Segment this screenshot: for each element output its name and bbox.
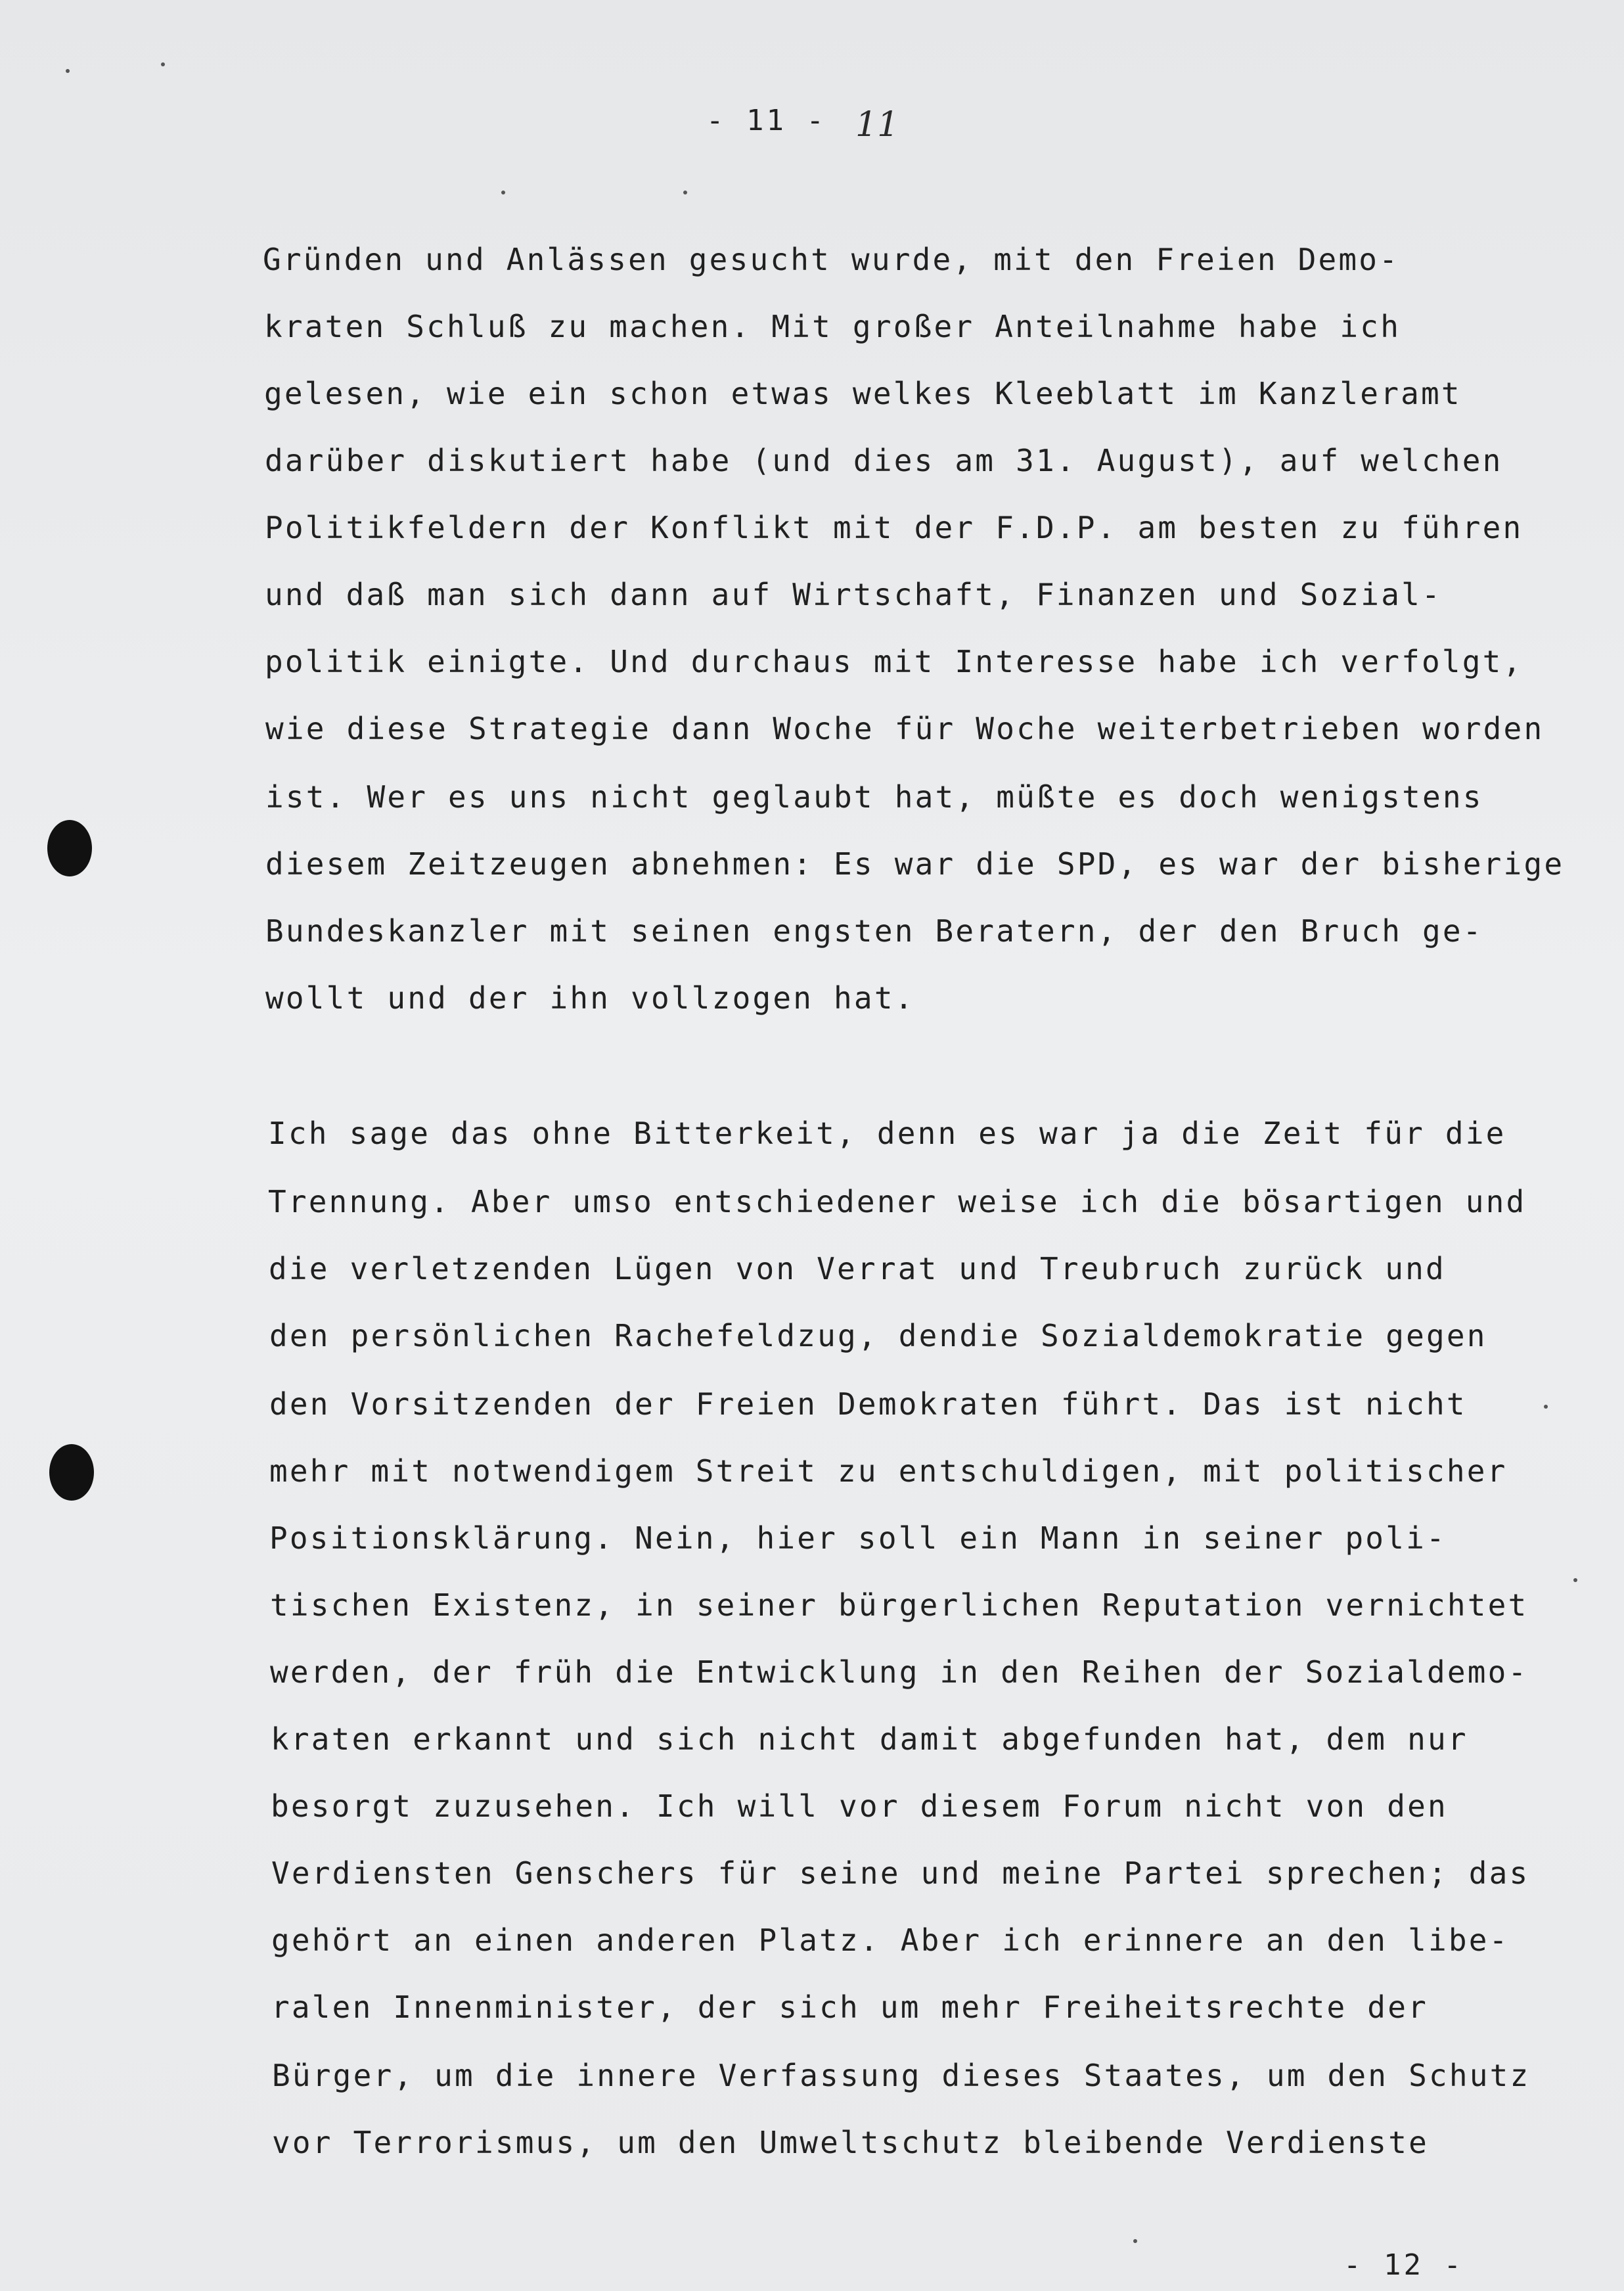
text-line: Ich sage das ohne Bitterkeit, denn es war ja die Zeit für die xyxy=(268,1116,1506,1151)
text-line: Trennung. Aber umso entschiedener weise ich die bösartigen und xyxy=(268,1184,1527,1219)
next-page-marker: - 12 - xyxy=(1343,2248,1464,2282)
text-line: ralen Innenminister, der sich um mehr Freiheitsrechte der xyxy=(271,1989,1428,2025)
text-line: werden, der früh die Entwicklung in den Reihen der Sozialdemo- xyxy=(270,1654,1529,1690)
punch-hole xyxy=(49,1444,94,1501)
text-line: den Vorsitzenden der Freien Demokraten führt. Das ist nicht xyxy=(269,1386,1467,1422)
punch-hole xyxy=(47,820,92,876)
text-line: tischen Existenz, in seiner bürgerlichen Reputation vernichtet xyxy=(270,1587,1529,1623)
text-line: den persönlichen Rachefeldzug, dendie Sozialdemokratie gegen xyxy=(269,1318,1487,1353)
text-line: Gründen und Anlässen gesucht wurde, mit den Freien Demo- xyxy=(263,242,1400,277)
text-line: Positionsklärung. Nein, hier soll ein Mann in seiner poli- xyxy=(269,1520,1447,1556)
text-line: gehört an einen anderen Platz. Aber ich erinnere an den libe- xyxy=(271,1922,1510,1958)
text-line: politik einigte. Und durchaus mit Interesse habe ich verfolgt, xyxy=(265,644,1523,679)
scan-speck xyxy=(683,191,687,194)
text-line: wie diese Strategie dann Woche für Woche weiterbetrieben worden xyxy=(265,711,1545,746)
text-line: kraten Schluß zu machen. Mit großer Anteilnahme habe ich xyxy=(264,309,1401,344)
text-line: und daß man sich dann auf Wirtschaft, Finanzen und Sozial- xyxy=(265,577,1442,612)
scan-speck xyxy=(66,69,70,73)
text-line: wollt und der ihn vollzogen hat. xyxy=(265,980,915,1016)
handwritten-page-number: 11 xyxy=(855,105,899,145)
scan-speck xyxy=(501,191,505,194)
text-line: darüber diskutiert habe (und dies am 31. August), auf welchen xyxy=(265,443,1503,478)
text-line: Verdiensten Genschers für seine und meine Partei sprechen; das xyxy=(271,1855,1530,1891)
text-line: diesem Zeitzeugen abnehmen: Es war die SPD, es war der bisherige xyxy=(265,846,1565,882)
text-line: Bürger, um die innere Verfassung dieses Staates, um den Schutz xyxy=(272,2058,1531,2093)
text-line: besorgt zuzusehen. Ich will vor diesem Forum nicht von den xyxy=(271,1788,1448,1824)
text-line: gelesen, wie ein schon etwas welkes Kleeblatt im Kanzleramt xyxy=(264,376,1462,411)
text-line: ist. Wer es uns nicht geglaubt hat, müßte es doch wenigstens xyxy=(265,779,1483,815)
scan-speck xyxy=(161,62,165,66)
text-line: die verletzenden Lügen von Verrat und Treubruch zurück und xyxy=(269,1251,1446,1286)
text-line: mehr mit notwendigem Streit zu entschuldigen, mit politischer xyxy=(269,1453,1508,1489)
scan-speck xyxy=(1573,1578,1577,1582)
text-line: Politikfeldern der Konflikt mit der F.D.P. am besten zu führen xyxy=(265,510,1523,545)
scan-speck xyxy=(1544,1405,1548,1409)
text-line: vor Terrorismus, um den Umweltschutz bleibende Verdienste xyxy=(272,2125,1429,2160)
text-line: Bundeskanzler mit seinen engsten Beratern, der den Bruch ge- xyxy=(265,913,1483,949)
page-number: - 11 - xyxy=(706,104,826,137)
scan-speck xyxy=(1133,2239,1137,2243)
text-line: kraten erkannt und sich nicht damit abgefunden hat, dem nur xyxy=(271,1721,1468,1757)
